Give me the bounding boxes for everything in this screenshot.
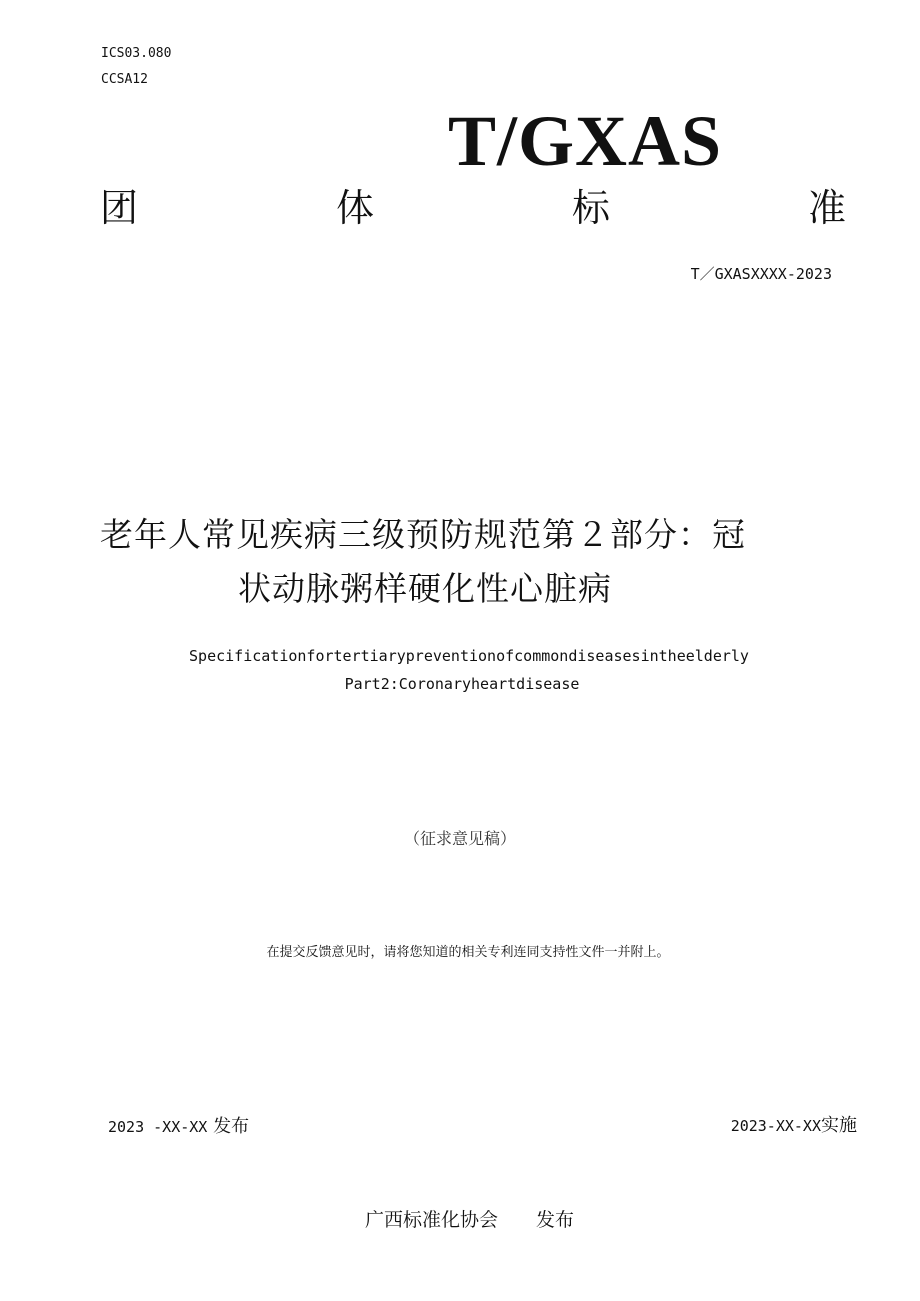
implement-label: 实施 bbox=[821, 1115, 857, 1136]
standard-logo: T/GXAS bbox=[448, 101, 723, 181]
ics-code: ICS03.080 bbox=[101, 46, 172, 61]
publish-date-line bbox=[108, 1112, 249, 1138]
publisher-name: 广西标准化协会 bbox=[365, 1209, 499, 1231]
implement-date-line bbox=[731, 1111, 857, 1137]
standard-type-char: 体 bbox=[335, 186, 374, 230]
standard-type-char: 团 bbox=[100, 186, 139, 230]
title-en-line-2: Part2:Coronaryheartdisease bbox=[344, 675, 580, 693]
publisher-line bbox=[365, 1205, 574, 1232]
standard-type-char: 标 bbox=[571, 186, 610, 230]
publish-label: 发布 bbox=[213, 1116, 250, 1137]
publish-date: 2023 -XX-XX bbox=[108, 1118, 208, 1136]
standard-type-heading bbox=[100, 186, 846, 230]
ccs-code: CCSA12 bbox=[101, 72, 148, 87]
implement-date: 2023-XX-XX bbox=[730, 1117, 821, 1135]
document-number: T／GXASXXXX-2023 bbox=[690, 265, 832, 283]
title-en-line-1: Specificationfortertiarypreventionofcommondiseasesintheelderly bbox=[189, 647, 749, 665]
publisher-action: 发布 bbox=[536, 1209, 575, 1231]
patent-notice: 在提交反馈意见时，请将您知道的相关专利连同支持性文件一并附上。 bbox=[266, 945, 670, 960]
title-cn-line-2: 状动脉粥样硬化性心脏病 bbox=[238, 569, 612, 608]
title-cn-line-1: 老年人常见疾病三级预防规范第２部分：冠 bbox=[100, 515, 746, 554]
draft-status: （征求意见稿） bbox=[403, 829, 516, 848]
standard-type-char: 准 bbox=[807, 186, 846, 230]
